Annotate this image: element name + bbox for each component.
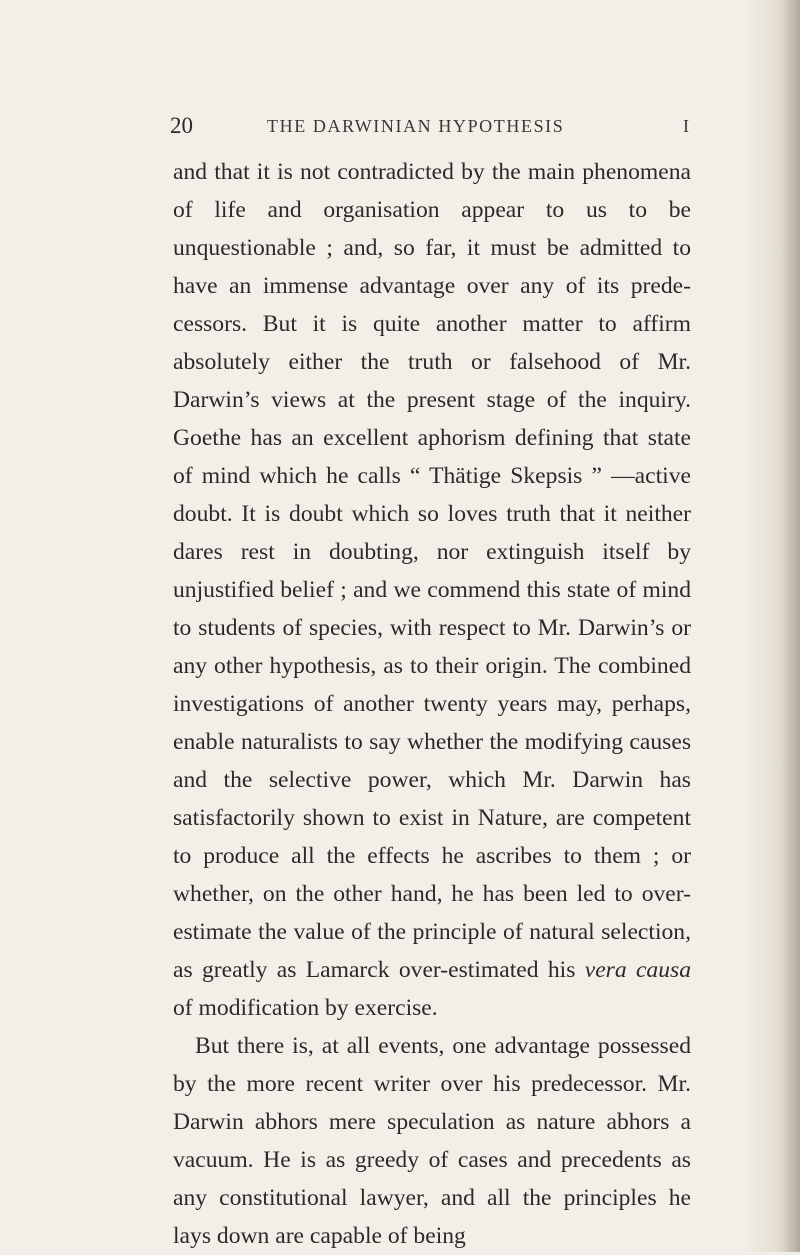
chapter-mark: I: [683, 116, 690, 136]
italic-vera-causa: vera causa: [584, 957, 691, 983]
body-text: [173, 153, 691, 1255]
page-header: [170, 113, 690, 143]
paragraph-1: [173, 153, 691, 1027]
paragraph-2: But there is, at all events, one advantage possessed by the more recent writer over his predecessor. Mr. Darwin abhors mere speculation as nature abhors a vacuum. He is as greedy of cases and precedents as any constitutional lawyer, and all the principles he lays down are capable of being: [173, 1033, 691, 1249]
page-edge-shadow: [782, 0, 800, 1252]
paragraph-1-tail: of modification by exercise.: [173, 995, 438, 1021]
running-head: THE DARWINIAN HYPOTHESIS: [267, 116, 565, 136]
paragraph-1-text: and that it is not contradicted by the main phenomena of life and organisation appear to us to be unquestionable ; and, so far, it must be admitted to have an immense advantage over any of its predecessors. But it is quite another matter to affirm absolutely either the truth or falsehood of Mr. Darwin’s views at the present stage of the inquiry. Goethe has an excellent aphorism defining that state of mind which he calls “ Thätige Skepsis ” —active doubt. It is doubt which so loves truth that it neither dares rest in doubting, nor extinguish itself by unjustified belief ; and we commend this state of mind to students of species, with respect to Mr. Darwin’s or any other hypothesis, as to their origin. The combined investigations of another twenty years may, perhaps, enable naturalists to say whether the modifying causes and the selective power, which Mr. Darwin has satisfactorily shown to exist in Nature, are competent to produce all the effects he ascribes to them ; or whether, on the other hand, he has been led to over-estimate the value of the principle of natural selection, as greatly as Lamarck over-estimated his: [173, 159, 691, 983]
page-number: 20: [170, 113, 193, 138]
